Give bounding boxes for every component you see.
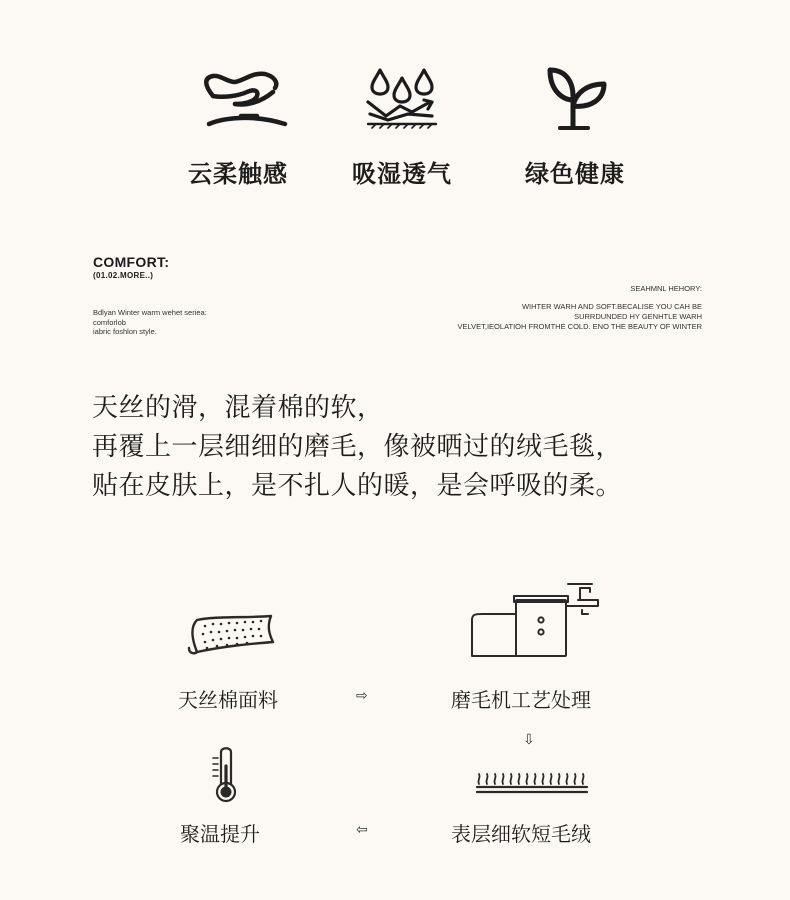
- step-warmth-label: 聚温提升: [180, 822, 260, 846]
- feature-soft-touch: [163, 66, 313, 189]
- feature-label: 绿色健康: [525, 160, 625, 188]
- step-brushing-label: 磨毛机工艺处理: [451, 688, 591, 712]
- poem-line: 再覆上一层细细的磨毛，像被晒过的绒毛毯，: [92, 432, 623, 462]
- arrow-left-icon: ⇦: [356, 822, 368, 838]
- comfort-title: COMFORT:: [93, 254, 170, 270]
- feature-label: 吸湿透气: [352, 160, 452, 188]
- english-right-line: VELVET,IEOLATIOH FROMTHE COLD. ENO THE BEAUTY OF WINTER: [457, 322, 702, 331]
- poem-line: 贴在皮肤上，是不扎人的暖，是会呼吸的柔。: [92, 471, 623, 501]
- fabric-swatch-icon: [185, 612, 277, 656]
- poem-line: 天丝的滑，混着棉的软，: [92, 393, 384, 423]
- arrow-right-icon: ⇨: [356, 688, 368, 704]
- english-right-line: WIHTER WARH AND SOFT.BECALISE YOU CAH BE: [521, 302, 702, 311]
- feature-green-healthy: [500, 66, 650, 189]
- feature-breathable: [327, 66, 477, 189]
- thermometer-icon: [205, 744, 245, 804]
- hand-stroke-icon: [183, 66, 293, 132]
- english-right-text: [458, 302, 702, 332]
- step-short-pile-label: 表层细软短毛绒: [451, 822, 591, 846]
- english-left-line: iabric foshlon style.: [93, 327, 157, 336]
- brushing-machine-icon: [468, 580, 604, 660]
- english-right-line: SURRDUNDED HY GENHTLE WARH: [574, 312, 702, 321]
- moisture-breathable-icon: [362, 66, 442, 132]
- english-right-heading: SEAHMNL HEHORY:: [630, 284, 702, 293]
- short-pile-icon: [475, 768, 589, 798]
- poem-text: [92, 389, 622, 506]
- english-left-line: Bdlyan Winter warm wehet seriea:: [93, 308, 207, 317]
- feature-label: 云柔触感: [188, 160, 288, 188]
- english-left-text: [93, 308, 207, 337]
- comfort-subtitle: (01.02.MORE..): [93, 271, 154, 280]
- english-left-line: comforlob: [93, 317, 126, 327]
- sprout-icon: [540, 66, 610, 132]
- step-fabric-label: 天丝棉面料: [178, 688, 278, 712]
- arrow-down-icon: ⇩: [523, 732, 535, 748]
